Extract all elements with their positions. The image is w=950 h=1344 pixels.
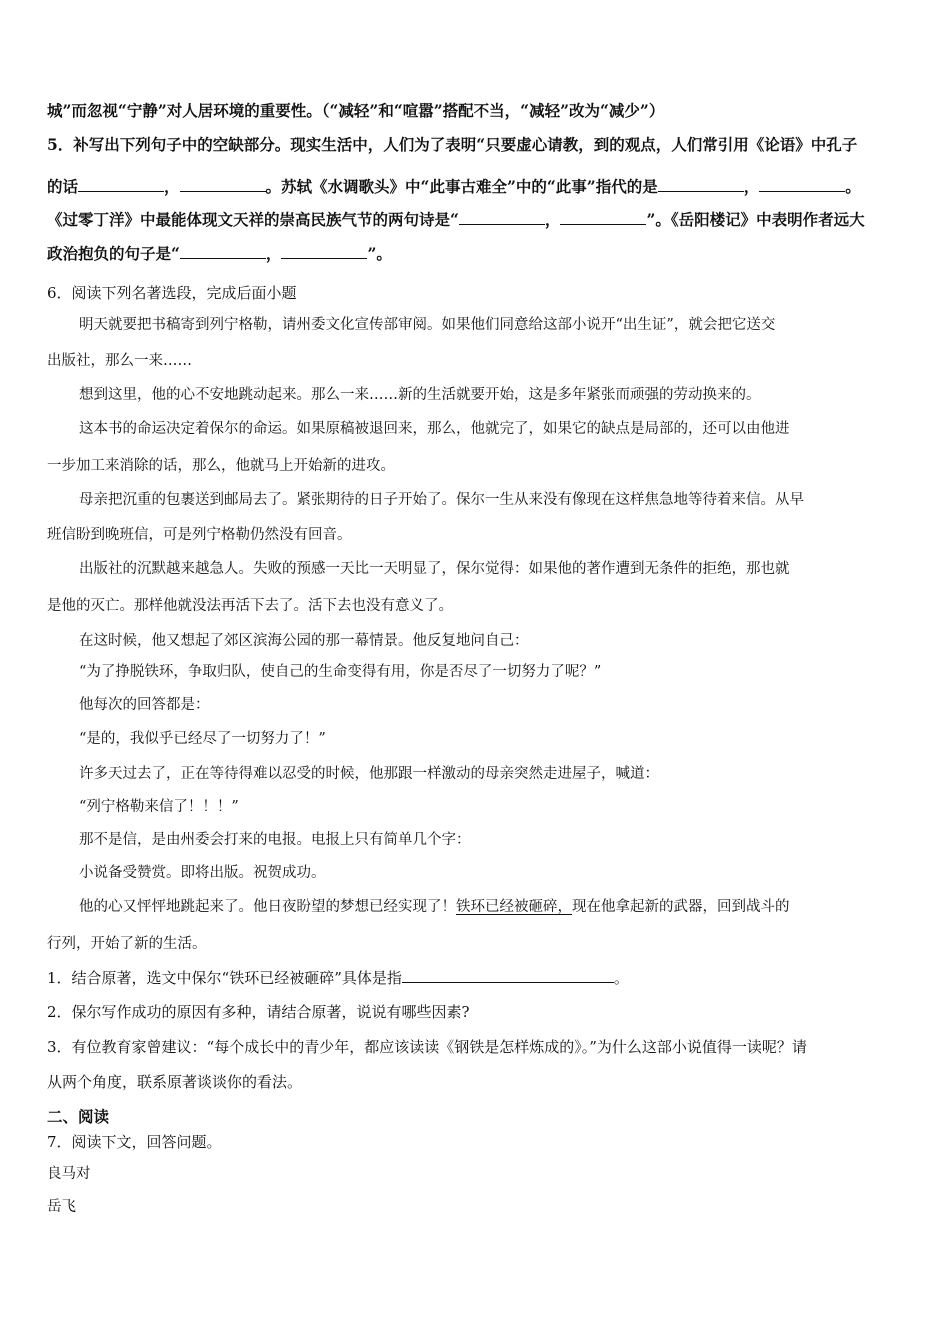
- passage-paragraph: 明天就要把书稿寄到列宁格勒，请州委文化宣传部审阅。如果他们同意给这部小说开“出生证”，就会把它送交: [79, 317, 776, 333]
- sub-question-1: 1．结合原著，选文中保尔“铁环已经被砸碎”具体是指 。: [47, 969, 629, 987]
- answer-line-4: 城”而忽视“宁静”对人居环境的重要性。（“减轻”和“喧嚣”搭配不当，“减轻”改为“减少”）: [47, 101, 665, 120]
- sub-question-2: 2．保尔写作成功的原因有多种，请结合原著，说说有哪些因素?: [47, 1003, 470, 1021]
- passage-paragraph: 想到这里，他的心不安地跳动起来。那么一来……新的生活就要开始，这是多年紧张而顽强的劳动换来的。: [79, 387, 761, 403]
- fill-blank[interactable]: [759, 177, 845, 192]
- passage-paragraph: 在这时候，他又想起了郊区滨海公园的那一幕情景。他反复地问自己：: [79, 633, 529, 649]
- passage-paragraph: 那不是信，是由州委会打来的电报。电报上只有简单几个字：: [79, 832, 471, 848]
- question-5-line-1: 5．补写出下列句子中的空缺部分。现实生活中，人们为了表明“只要虚心请教，到的观点，人们常引用《论语》中孔子: [47, 135, 858, 154]
- underlined-phrase: 铁环已经被砸碎，: [456, 899, 572, 915]
- passage-paragraph-cont: 班信盼到晚班信，可是列宁格勒仍然没有回音。: [47, 527, 352, 543]
- question-5-line-4: 政治抱负的句子是“ ， ”。: [47, 244, 392, 263]
- sub-question-3: 3．有位教育家曾建议：“每个成长中的青少年，都应该读读《钢铁是怎样炼成的》。”为什么这部小说值得一读呢？请: [47, 1038, 807, 1056]
- fill-blank[interactable]: [281, 244, 367, 259]
- fill-blank[interactable]: [180, 177, 266, 192]
- question-6-intro: 6．阅读下列名著选段，完成后面小题: [47, 284, 297, 302]
- fill-blank[interactable]: [658, 177, 744, 192]
- section-heading: 二、阅读: [47, 1107, 110, 1126]
- passage-paragraph: 这本书的命运决定着保尔的命运。如果原稿被退回来，那么，他就完了，如果它的缺点是局部的，还可以由他进: [79, 421, 790, 437]
- fill-blank[interactable]: [180, 244, 266, 259]
- fill-blank[interactable]: [459, 210, 545, 225]
- article-author: 岳飞: [47, 1199, 76, 1215]
- passage-paragraph: 许多天过去了，正在等待得难以忍受的时候，他那跟一样激动的母亲突然走进屋子，喊道：: [79, 766, 659, 782]
- fill-blank[interactable]: [78, 177, 164, 192]
- passage-paragraph: 他每次的回答都是：: [79, 697, 210, 713]
- article-title: 良马对: [47, 1166, 91, 1182]
- question-5-line-3: 《过零丁洋》中最能体现文天祥的崇高民族气节的两句诗是“ ， ”。《岳阳楼记》中表明作者远大: [47, 210, 865, 229]
- passage-paragraph-cont: 是他的灭亡。那样他就没法再活下去了。活下去也没有意义了。: [47, 598, 453, 614]
- passage-paragraph: “是的，我似乎已经尽了一切努力了！”: [79, 731, 326, 747]
- sub-question-3-cont: 从两个角度，联系原著谈谈你的看法。: [47, 1073, 303, 1091]
- question-7-intro: 7．阅读下文，回答问题。: [47, 1133, 222, 1151]
- fill-blank[interactable]: [560, 210, 646, 225]
- question-5-line-2: 的话 ， 。苏轼《水调歌头》中“此事古难全”中的“此事”指代的是 ， 。: [47, 177, 861, 196]
- passage-paragraph-cont: 出版社，那么一来……: [47, 353, 192, 369]
- passage-paragraph-cont: 一步加工来消除的话，那么，他就马上开始新的进攻。: [47, 458, 395, 474]
- passage-paragraph: 他的心又怦怦地跳起来了。他日夜盼望的梦想已经实现了！铁环已经被砸碎，现在他拿起新的武器，回到战斗的: [79, 899, 790, 915]
- passage-paragraph: 母亲把沉重的包裹送到邮局去了。紧张期待的日子开始了。保尔一生从来没有像现在这样焦急地等待着来信。从早: [79, 492, 804, 508]
- fill-blank[interactable]: [402, 968, 614, 983]
- passage-paragraph: “列宁格勒来信了！！！”: [79, 799, 239, 815]
- passage-paragraph: 小说备受赞赏。即将出版。祝贺成功。: [79, 865, 326, 881]
- passage-paragraph: 出版社的沉默越来越急人。失败的预感一天比一天明显了，保尔觉得：如果他的著作遭到无条件的拒绝，那也就: [79, 561, 790, 577]
- passage-paragraph-cont: 行列，开始了新的生活。: [47, 936, 207, 952]
- passage-paragraph: “为了挣脱铁环，争取归队，使自己的生命变得有用，你是否尽了一切努力了呢？”: [79, 664, 602, 680]
